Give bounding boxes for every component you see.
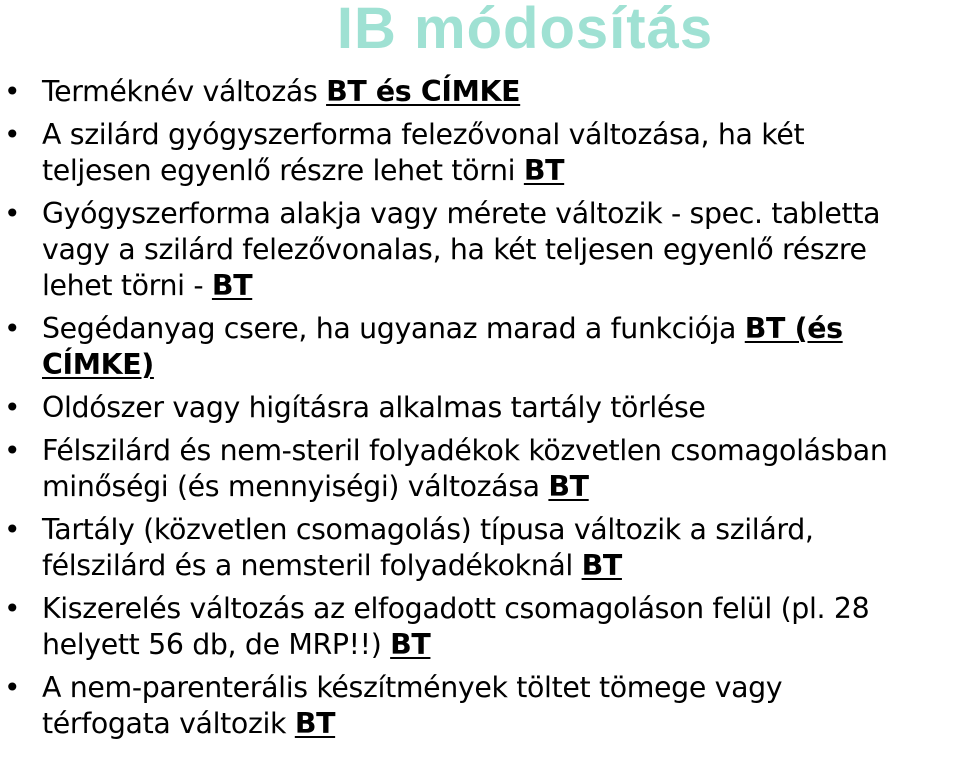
bullet-dot-icon: • — [4, 311, 21, 345]
bullet-dot-icon: • — [4, 671, 21, 705]
document-tag: BT — [390, 627, 431, 661]
bullet-text: Oldószer vagy higításra alkalmas tartály törlése — [42, 390, 706, 424]
bullet-line — [42, 433, 960, 469]
bullet-line — [42, 469, 960, 505]
bullet-dot-icon: • — [4, 75, 21, 108]
bullet-line — [42, 117, 960, 153]
bullet-text: Félszilárd és nem-steril folyadékok közvetlen csomagolásban — [42, 434, 888, 468]
bullet-text: Tartály (közvetlen csomagolás) típusa változik a szilárd, — [42, 513, 814, 547]
bullet-item — [0, 512, 960, 583]
bullet-dot-icon: • — [4, 118, 21, 152]
bullet-text: A nem-parenterális készítmények töltet tömege vagy — [42, 671, 783, 705]
bullet-list — [0, 74, 960, 749]
bullet-text: Terméknév változás — [42, 75, 327, 108]
bullet-text: helyett 56 db, de MRP!!) — [42, 627, 391, 661]
bullet-text: Segédanyag csere, ha ugyanaz marad a funkciója — [42, 311, 745, 345]
bullet-dot-icon: • — [4, 197, 21, 231]
document-tag: BT (és — [744, 311, 843, 345]
document-tag: BT — [581, 548, 622, 582]
bullet-line — [42, 347, 960, 383]
bullet-line — [42, 627, 960, 663]
bullet-text: Kiszerelés változás az elfogadott csomagoláson felül (pl. 28 — [42, 592, 870, 626]
bullet-item — [0, 74, 960, 110]
bullet-text: teljesen egyenlő részre lehet törni — [42, 153, 524, 187]
document-tag: BT — [548, 469, 589, 503]
bullet-item — [0, 196, 960, 303]
document-tag: CÍMKE) — [42, 347, 154, 381]
document-tag: BT — [294, 706, 336, 740]
bullet-item — [0, 117, 960, 188]
bullet-item — [0, 433, 960, 504]
bullet-line — [42, 268, 960, 304]
bullet-line — [42, 232, 960, 268]
bullet-text: térfogata változik — [42, 706, 295, 740]
bullet-text: minőségi (és mennyiségi) változása — [42, 469, 549, 503]
bullet-dot-icon: • — [4, 592, 21, 626]
document-tag: BT és CÍMKE — [326, 75, 521, 108]
bullet-dot-icon: • — [4, 513, 21, 547]
bullet-item — [0, 591, 960, 662]
bullet-dot-icon: • — [4, 390, 21, 424]
bullet-text: lehet törni - — [42, 268, 212, 302]
document-tag: BT — [211, 268, 253, 302]
bullet-item — [0, 670, 960, 741]
bullet-line — [42, 548, 960, 584]
bullet-line — [42, 196, 960, 232]
bullet-text: félszilárd és a nemsteril folyadékoknál — [42, 548, 582, 582]
bullet-line — [42, 390, 960, 426]
bullet-text: A szilárd gyógyszerforma felezővonal változása, ha két — [42, 118, 805, 152]
slide-title: IB módosítás — [336, 0, 714, 61]
bullet-line — [42, 706, 960, 742]
document-tag: BT — [523, 153, 565, 187]
bullet-line — [42, 153, 960, 189]
bullet-line — [42, 512, 960, 548]
bullet-line — [42, 311, 960, 347]
bullet-line — [42, 591, 960, 627]
bullet-line — [42, 670, 960, 706]
bullet-text: vagy a szilárd felezővonalas, ha két teljesen egyenlő részre — [42, 232, 867, 266]
bullet-item — [0, 311, 960, 382]
bullet-text: Gyógyszerforma alakja vagy mérete változik - spec. tabletta — [42, 197, 881, 231]
bullet-dot-icon: • — [4, 434, 21, 468]
bullet-item — [0, 390, 960, 426]
bullet-line — [42, 74, 960, 110]
